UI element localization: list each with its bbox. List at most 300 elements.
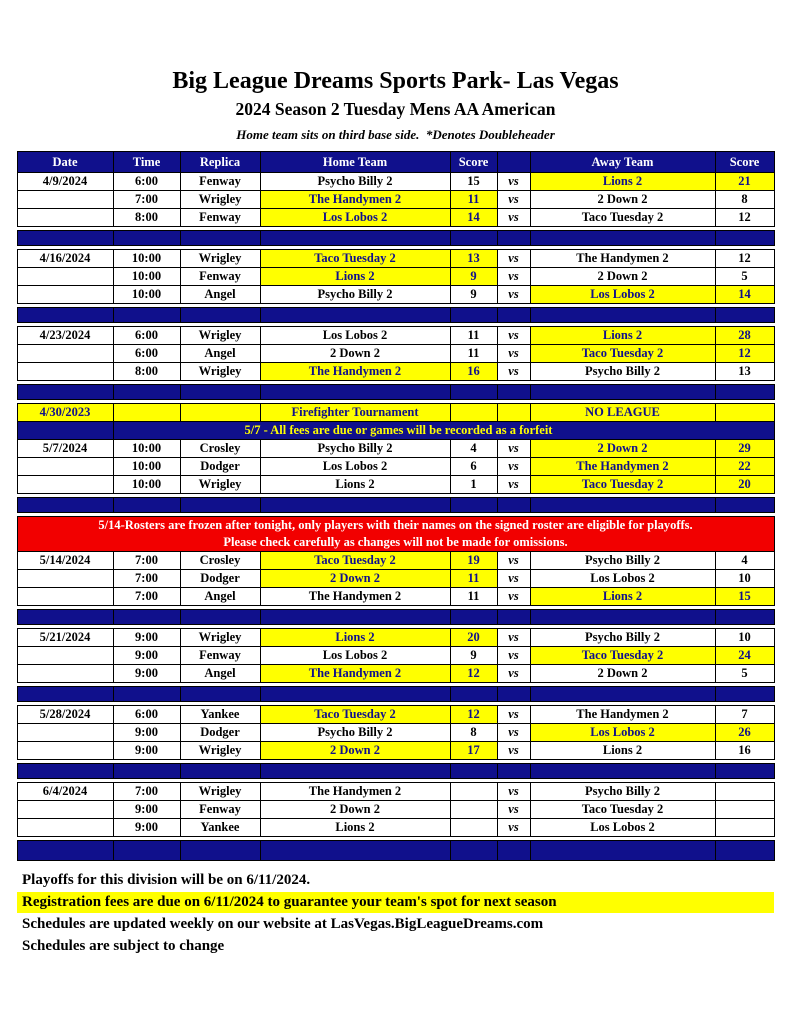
separator-cell <box>113 610 180 625</box>
away-score-cell: 22 <box>715 458 774 476</box>
separator-cell <box>450 231 497 246</box>
home-score-cell: 12 <box>450 665 497 683</box>
vs-label: vs <box>497 268 530 286</box>
separator-row <box>17 308 774 323</box>
home-score-cell: 19 <box>450 552 497 570</box>
away-team-cell: Taco Tuesday 2 <box>530 476 715 494</box>
time-cell: 9:00 <box>113 724 180 742</box>
vs-label: vs <box>497 783 530 801</box>
separator-cell <box>497 764 530 779</box>
vs-label: vs <box>497 458 530 476</box>
separator-cell <box>715 610 774 625</box>
home-score-cell <box>450 819 497 837</box>
separator-cell <box>715 308 774 323</box>
replica-cell: Angel <box>180 345 260 363</box>
separator-cell <box>180 841 260 861</box>
away-score-cell <box>715 819 774 837</box>
separator-cell <box>715 498 774 513</box>
separator-cell <box>17 231 113 246</box>
home-team-cell: 2 Down 2 <box>260 570 450 588</box>
date-cell <box>17 345 113 363</box>
away-team-cell: The Handymen 2 <box>530 706 715 724</box>
replica-cell: Wrigley <box>180 742 260 760</box>
home-score-cell: 11 <box>450 191 497 209</box>
home-team-cell: Los Lobos 2 <box>260 458 450 476</box>
replica-cell: Crosley <box>180 440 260 458</box>
away-score-cell <box>715 801 774 819</box>
subject-to-change-note: Schedules are subject to change <box>22 938 225 954</box>
separator-cell <box>17 841 113 861</box>
separator-row <box>17 498 774 513</box>
game-row <box>17 724 774 742</box>
col-header-time: Time <box>113 152 180 173</box>
separator-cell <box>260 231 450 246</box>
vs-label: vs <box>497 629 530 647</box>
date-cell: 4/30/2023 <box>17 404 113 422</box>
game-row <box>17 363 774 381</box>
col-header-home-score: Score <box>450 152 497 173</box>
home-score-cell: 17 <box>450 742 497 760</box>
vs-label: vs <box>497 724 530 742</box>
game-row <box>17 801 774 819</box>
home-score-cell: 12 <box>450 706 497 724</box>
vs-label: vs <box>497 706 530 724</box>
separator-cell <box>113 385 180 400</box>
date-cell: 4/9/2024 <box>17 173 113 191</box>
replica-cell: Fenway <box>180 209 260 227</box>
roster-notice-row <box>17 517 774 552</box>
replica-cell: Dodger <box>180 724 260 742</box>
away-team-cell: Lions 2 <box>530 327 715 345</box>
vs-label: vs <box>497 819 530 837</box>
game-row <box>17 647 774 665</box>
date-cell: 4/16/2024 <box>17 250 113 268</box>
home-score-cell <box>450 404 497 422</box>
away-score-cell: 10 <box>715 629 774 647</box>
separator-cell <box>17 308 113 323</box>
game-row <box>17 588 774 606</box>
separator-cell <box>450 610 497 625</box>
vs-label: vs <box>497 552 530 570</box>
separator-cell <box>450 841 497 861</box>
replica-cell: Wrigley <box>180 363 260 381</box>
separator-cell <box>450 764 497 779</box>
separator-cell <box>450 687 497 702</box>
home-score-cell: 9 <box>450 286 497 304</box>
time-cell: 10:00 <box>113 268 180 286</box>
home-team-cell: Los Lobos 2 <box>260 327 450 345</box>
vs-cell <box>497 404 530 422</box>
separator-cell <box>497 498 530 513</box>
vs-label: vs <box>497 250 530 268</box>
page-title: Big League Dreams Sports Park- Las Vegas <box>172 68 619 94</box>
separator-cell <box>180 385 260 400</box>
home-score-cell: 11 <box>450 588 497 606</box>
separator-cell <box>260 308 450 323</box>
replica-cell: Fenway <box>180 173 260 191</box>
header-row <box>17 152 774 173</box>
game-row <box>17 191 774 209</box>
separator-cell <box>180 687 260 702</box>
away-score-cell: 15 <box>715 588 774 606</box>
separator-cell <box>180 498 260 513</box>
replica-cell: Wrigley <box>180 250 260 268</box>
time-cell: 7:00 <box>113 783 180 801</box>
time-cell: 7:00 <box>113 552 180 570</box>
date-cell <box>17 286 113 304</box>
time-cell: 6:00 <box>113 345 180 363</box>
home-team-cell: The Handymen 2 <box>260 363 450 381</box>
home-team-cell: Taco Tuesday 2 <box>260 706 450 724</box>
vs-label: vs <box>497 476 530 494</box>
replica-cell: Yankee <box>180 706 260 724</box>
separator-cell <box>450 498 497 513</box>
replica-cell: Wrigley <box>180 476 260 494</box>
vs-label: vs <box>497 742 530 760</box>
time-cell: 9:00 <box>113 629 180 647</box>
home-score-cell: 14 <box>450 209 497 227</box>
vs-label: vs <box>497 191 530 209</box>
game-row <box>17 327 774 345</box>
away-score-cell: 21 <box>715 173 774 191</box>
home-team-cell: Los Lobos 2 <box>260 209 450 227</box>
replica-cell: Crosley <box>180 552 260 570</box>
game-row <box>17 570 774 588</box>
separator-cell <box>715 841 774 861</box>
game-row <box>17 458 774 476</box>
separator-row <box>17 610 774 625</box>
separator-cell <box>530 687 715 702</box>
separator-cell <box>180 308 260 323</box>
separator-cell <box>17 764 113 779</box>
time-cell: 8:00 <box>113 363 180 381</box>
replica-cell: Fenway <box>180 801 260 819</box>
schedule-body <box>17 173 774 861</box>
time-cell: 6:00 <box>113 706 180 724</box>
home-team-cell: 2 Down 2 <box>260 345 450 363</box>
home-team-cell: Lions 2 <box>260 819 450 837</box>
home-score-cell: 11 <box>450 570 497 588</box>
time-cell: 9:00 <box>113 801 180 819</box>
col-header-vs <box>497 152 530 173</box>
vs-label: vs <box>497 327 530 345</box>
separator-cell <box>260 764 450 779</box>
date-cell: 6/4/2024 <box>17 783 113 801</box>
separator-cell <box>17 498 113 513</box>
home-score-cell: 15 <box>450 173 497 191</box>
separator-cell <box>180 231 260 246</box>
schedule-table <box>17 151 775 861</box>
home-team-cell: The Handymen 2 <box>260 783 450 801</box>
home-team-cell: 2 Down 2 <box>260 801 450 819</box>
date-cell: 5/7/2024 <box>17 440 113 458</box>
game-row <box>17 552 774 570</box>
roster-notice-line-2: Please check carefully as changes will not be made for omissions. <box>223 535 568 549</box>
replica-cell: Dodger <box>180 458 260 476</box>
separator-cell <box>260 841 450 861</box>
no-league-label: NO LEAGUE <box>530 404 715 422</box>
time-cell: 6:00 <box>113 327 180 345</box>
replica-cell: Wrigley <box>180 783 260 801</box>
away-team-cell: Taco Tuesday 2 <box>530 345 715 363</box>
time-cell: 9:00 <box>113 665 180 683</box>
time-cell: 9:00 <box>113 742 180 760</box>
separator-cell <box>260 687 450 702</box>
home-score-cell: 8 <box>450 724 497 742</box>
separator-cell <box>530 764 715 779</box>
vs-label: vs <box>497 665 530 683</box>
roster-notice-line-1: 5/14-Rosters are frozen after tonight, only players with their names on the signed roster are eligible for playoffs. <box>98 518 693 532</box>
separator-cell <box>260 610 450 625</box>
separator-cell <box>530 231 715 246</box>
vs-label: vs <box>497 209 530 227</box>
date-cell <box>17 647 113 665</box>
playoffs-note: Playoffs for this division will be on 6/11/2024. <box>22 872 311 888</box>
away-team-cell: Los Lobos 2 <box>530 570 715 588</box>
separator-cell <box>715 764 774 779</box>
away-score-cell: 5 <box>715 268 774 286</box>
away-score-cell: 5 <box>715 665 774 683</box>
date-cell: 5/28/2024 <box>17 706 113 724</box>
page-subtitle: 2024 Season 2 Tuesday Mens AA American <box>235 99 556 119</box>
separator-cell <box>113 498 180 513</box>
game-row <box>17 629 774 647</box>
away-team-cell: Taco Tuesday 2 <box>530 209 715 227</box>
date-cell <box>17 819 113 837</box>
date-cell: 4/23/2024 <box>17 327 113 345</box>
separator-cell <box>530 308 715 323</box>
replica-cell: Fenway <box>180 647 260 665</box>
away-score-cell: 29 <box>715 440 774 458</box>
separator-cell <box>17 687 113 702</box>
vs-label: vs <box>497 570 530 588</box>
game-row <box>17 440 774 458</box>
date-cell: 5/21/2024 <box>17 629 113 647</box>
game-row <box>17 706 774 724</box>
away-team-cell: Los Lobos 2 <box>530 819 715 837</box>
home-score-cell: 1 <box>450 476 497 494</box>
away-team-cell: 2 Down 2 <box>530 191 715 209</box>
separator-cell <box>530 841 715 861</box>
vs-label: vs <box>497 801 530 819</box>
away-team-cell: Psycho Billy 2 <box>530 783 715 801</box>
date-cell <box>17 742 113 760</box>
time-cell: 7:00 <box>113 191 180 209</box>
roster-notice-cell <box>17 517 774 552</box>
separator-cell <box>113 308 180 323</box>
website-note: Schedules are updated weekly on our website at LasVegas.BigLeagueDreams.com <box>22 916 544 932</box>
separator-cell <box>530 385 715 400</box>
home-team-cell: Taco Tuesday 2 <box>260 552 450 570</box>
tournament-label: Firefighter Tournament <box>260 404 450 422</box>
time-cell: 6:00 <box>113 173 180 191</box>
away-team-cell: Lions 2 <box>530 173 715 191</box>
away-score-cell: 26 <box>715 724 774 742</box>
separator-cell <box>450 308 497 323</box>
col-header-home-team: Home Team <box>260 152 450 173</box>
separator-cell <box>260 385 450 400</box>
away-team-cell: 2 Down 2 <box>530 268 715 286</box>
date-cell <box>17 458 113 476</box>
separator-cell <box>497 308 530 323</box>
home-score-cell: 11 <box>450 327 497 345</box>
date-cell <box>17 588 113 606</box>
replica-cell <box>180 404 260 422</box>
home-score-cell: 20 <box>450 629 497 647</box>
away-team-cell: Los Lobos 2 <box>530 286 715 304</box>
separator-cell <box>113 687 180 702</box>
home-team-cell: 2 Down 2 <box>260 742 450 760</box>
home-score-cell: 11 <box>450 345 497 363</box>
separator-row <box>17 385 774 400</box>
home-score-cell: 6 <box>450 458 497 476</box>
replica-cell: Fenway <box>180 268 260 286</box>
away-team-cell: Taco Tuesday 2 <box>530 647 715 665</box>
time-cell: 10:00 <box>113 250 180 268</box>
away-score-cell: 12 <box>715 209 774 227</box>
time-cell: 7:00 <box>113 588 180 606</box>
away-team-cell: Psycho Billy 2 <box>530 629 715 647</box>
home-score-cell: 9 <box>450 647 497 665</box>
home-team-cell: Lions 2 <box>260 629 450 647</box>
home-team-cell: Psycho Billy 2 <box>260 440 450 458</box>
separator-cell <box>17 610 113 625</box>
game-row <box>17 783 774 801</box>
replica-cell: Yankee <box>180 819 260 837</box>
replica-cell: Dodger <box>180 570 260 588</box>
vs-label: vs <box>497 173 530 191</box>
time-cell: 10:00 <box>113 476 180 494</box>
date-cell <box>17 724 113 742</box>
col-header-replica: Replica <box>180 152 260 173</box>
separator-cell <box>260 498 450 513</box>
game-row <box>17 819 774 837</box>
home-team-cell: Taco Tuesday 2 <box>260 250 450 268</box>
vs-label: vs <box>497 363 530 381</box>
notice-date-cell <box>17 422 113 440</box>
away-score-cell: 14 <box>715 286 774 304</box>
replica-cell: Angel <box>180 588 260 606</box>
away-team-cell: The Handymen 2 <box>530 250 715 268</box>
away-score-cell: 8 <box>715 191 774 209</box>
away-score-cell <box>715 404 774 422</box>
home-score-cell: 13 <box>450 250 497 268</box>
home-score-cell <box>450 801 497 819</box>
away-score-cell: 16 <box>715 742 774 760</box>
game-row <box>17 268 774 286</box>
separator-cell <box>530 498 715 513</box>
home-score-cell <box>450 783 497 801</box>
separator-cell <box>113 764 180 779</box>
separator-cell <box>113 841 180 861</box>
date-cell <box>17 570 113 588</box>
away-team-cell: 2 Down 2 <box>530 440 715 458</box>
home-team-cell: Lions 2 <box>260 476 450 494</box>
away-team-cell: Lions 2 <box>530 742 715 760</box>
time-cell: 9:00 <box>113 647 180 665</box>
fees-notice-row <box>17 422 774 440</box>
separator-cell <box>497 687 530 702</box>
away-team-cell: Psycho Billy 2 <box>530 363 715 381</box>
game-row <box>17 345 774 363</box>
home-score-cell: 4 <box>450 440 497 458</box>
registration-note: Registration fees are due on 6/11/2024 to guarantee your team's spot for next season <box>17 892 774 913</box>
away-score-cell: 7 <box>715 706 774 724</box>
game-row <box>17 742 774 760</box>
separator-cell <box>497 841 530 861</box>
col-header-away-score: Score <box>715 152 774 173</box>
time-cell: 7:00 <box>113 570 180 588</box>
date-cell <box>17 801 113 819</box>
time-cell: 9:00 <box>113 819 180 837</box>
away-score-cell: 20 <box>715 476 774 494</box>
separator-cell <box>497 610 530 625</box>
home-team-cell: The Handymen 2 <box>260 588 450 606</box>
home-team-cell: Los Lobos 2 <box>260 647 450 665</box>
time-cell <box>113 404 180 422</box>
time-cell: 10:00 <box>113 440 180 458</box>
game-row <box>17 173 774 191</box>
game-row <box>17 209 774 227</box>
time-cell: 8:00 <box>113 209 180 227</box>
away-score-cell: 12 <box>715 345 774 363</box>
replica-cell: Wrigley <box>180 629 260 647</box>
tournament-row <box>17 404 774 422</box>
separator-cell <box>180 610 260 625</box>
vs-label: vs <box>497 588 530 606</box>
home-team-note: Home team sits on third base side. *Denotes Doubleheader <box>236 127 555 142</box>
fees-notice-text: 5/7 - All fees are due or games will be recorded as a forfeit <box>113 422 774 440</box>
separator-cell <box>530 610 715 625</box>
home-score-cell: 16 <box>450 363 497 381</box>
vs-label: vs <box>497 345 530 363</box>
date-cell: 5/14/2024 <box>17 552 113 570</box>
vs-label: vs <box>497 647 530 665</box>
game-row <box>17 286 774 304</box>
separator-cell <box>715 687 774 702</box>
home-team-cell: The Handymen 2 <box>260 665 450 683</box>
away-team-cell: Psycho Billy 2 <box>530 552 715 570</box>
away-team-cell: Lions 2 <box>530 588 715 606</box>
separator-row <box>17 841 774 861</box>
away-team-cell: Taco Tuesday 2 <box>530 801 715 819</box>
separator-row <box>17 687 774 702</box>
time-cell: 10:00 <box>113 458 180 476</box>
replica-cell: Wrigley <box>180 191 260 209</box>
col-header-date: Date <box>17 152 113 173</box>
home-team-cell: Lions 2 <box>260 268 450 286</box>
footer <box>17 870 774 957</box>
away-score-cell: 12 <box>715 250 774 268</box>
replica-cell: Wrigley <box>180 327 260 345</box>
time-cell: 10:00 <box>113 286 180 304</box>
away-score-cell <box>715 783 774 801</box>
separator-cell <box>450 385 497 400</box>
away-team-cell: 2 Down 2 <box>530 665 715 683</box>
game-row <box>17 250 774 268</box>
away-score-cell: 28 <box>715 327 774 345</box>
date-cell <box>17 268 113 286</box>
away-team-cell: The Handymen 2 <box>530 458 715 476</box>
away-score-cell: 13 <box>715 363 774 381</box>
date-cell <box>17 476 113 494</box>
game-row <box>17 665 774 683</box>
replica-cell: Angel <box>180 665 260 683</box>
separator-row <box>17 764 774 779</box>
col-header-away-team: Away Team <box>530 152 715 173</box>
away-team-cell: Los Lobos 2 <box>530 724 715 742</box>
away-score-cell: 10 <box>715 570 774 588</box>
